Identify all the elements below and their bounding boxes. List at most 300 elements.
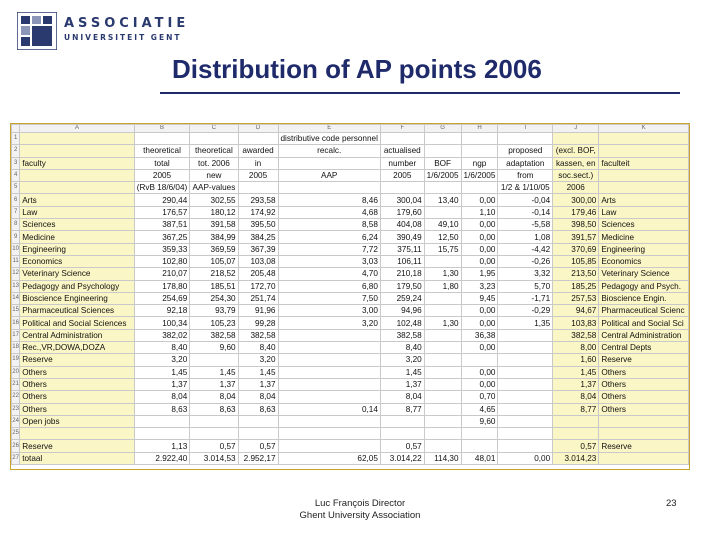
table-cell: 92,18 — [134, 305, 190, 317]
table-cell: -0,26 — [498, 255, 553, 267]
table-cell: Pharmaceutical Scienc — [599, 305, 689, 317]
column-letter: D — [238, 125, 278, 133]
table-cell — [498, 428, 553, 440]
table-cell — [278, 440, 380, 452]
header-cell: (RvB 18/6/04) — [134, 182, 190, 194]
table-cell: Reserve — [20, 354, 135, 366]
header-cell — [380, 133, 424, 145]
table-cell: 359,33 — [134, 243, 190, 255]
header-row — [12, 157, 689, 169]
table-cell: 106,11 — [380, 255, 424, 267]
table-row — [12, 391, 689, 403]
table-cell: 3.014,23 — [553, 452, 599, 464]
header-cell — [498, 133, 553, 145]
table-cell: Others — [20, 378, 135, 390]
row-number: 19 — [12, 354, 20, 366]
table-cell — [424, 354, 461, 366]
header-cell: 2005 — [134, 169, 190, 181]
table-cell — [278, 366, 380, 378]
table-cell: 387,51 — [134, 219, 190, 231]
column-letter: B — [134, 125, 190, 133]
header-cell: 2005 — [238, 169, 278, 181]
header-cell: number — [380, 157, 424, 169]
table-cell: 114,30 — [424, 452, 461, 464]
table-cell: 0,14 — [278, 403, 380, 415]
header-cell — [461, 182, 498, 194]
header-row — [12, 145, 689, 157]
table-cell — [278, 391, 380, 403]
table-cell: 384,99 — [190, 231, 238, 243]
row-number: 8 — [12, 219, 20, 231]
table-cell: 1,60 — [553, 354, 599, 366]
table-cell — [424, 206, 461, 218]
table-cell — [599, 428, 689, 440]
table-cell: 3,03 — [278, 255, 380, 267]
table-cell: 4,68 — [278, 206, 380, 218]
header-cell — [278, 182, 380, 194]
table-cell: 8,77 — [553, 403, 599, 415]
header-cell — [238, 182, 278, 194]
row-number: 1 — [12, 133, 20, 145]
table-cell: 1,30 — [424, 268, 461, 280]
table-cell: 370,69 — [553, 243, 599, 255]
table-cell: Reserve — [599, 440, 689, 452]
table-cell: 94,96 — [380, 305, 424, 317]
table-cell: 302,55 — [190, 194, 238, 206]
table-cell: Sciences — [599, 219, 689, 231]
table-cell — [498, 403, 553, 415]
table-cell: 0,00 — [461, 219, 498, 231]
table-cell: 0,00 — [461, 342, 498, 354]
header-cell — [20, 169, 135, 181]
table-cell: 1,37 — [134, 378, 190, 390]
table-row — [12, 378, 689, 390]
table-cell: 251,74 — [238, 292, 278, 304]
column-letter: H — [461, 125, 498, 133]
table-cell: 36,38 — [461, 329, 498, 341]
table-cell — [278, 329, 380, 341]
table-cell: 185,51 — [190, 280, 238, 292]
header-cell: faculty — [20, 157, 135, 169]
table-cell: 257,53 — [553, 292, 599, 304]
table-cell: 0,57 — [553, 440, 599, 452]
header-cell: soc.sect.) — [553, 169, 599, 181]
table-cell: 179,60 — [380, 206, 424, 218]
table-cell: 218,52 — [190, 268, 238, 280]
header-cell: theoretical — [134, 145, 190, 157]
corner-cell — [12, 125, 20, 133]
table-cell: 91,96 — [238, 305, 278, 317]
table-cell: Others — [599, 403, 689, 415]
table-cell: Pedagogy and Psych. — [599, 280, 689, 292]
header-cell: 1/6/2005 — [424, 169, 461, 181]
table-cell: 62,05 — [278, 452, 380, 464]
table-cell: Economics — [599, 255, 689, 267]
table-cell — [498, 366, 553, 378]
table-cell — [424, 329, 461, 341]
table-cell: 0,00 — [461, 194, 498, 206]
association-logo-icon — [17, 12, 57, 50]
table-cell: 1,37 — [553, 378, 599, 390]
table-cell: 49,10 — [424, 219, 461, 231]
table-cell — [278, 415, 380, 427]
table-cell: 213,50 — [553, 268, 599, 280]
table-cell: 3,32 — [498, 268, 553, 280]
table-cell — [424, 403, 461, 415]
table-cell — [498, 415, 553, 427]
table-cell: 367,25 — [134, 231, 190, 243]
table-cell: -1,71 — [498, 292, 553, 304]
row-number: 17 — [12, 329, 20, 341]
table-cell — [498, 329, 553, 341]
row-number: 22 — [12, 391, 20, 403]
column-letter: K — [599, 125, 689, 133]
table-cell: Central Administration — [599, 329, 689, 341]
table-cell: 254,69 — [134, 292, 190, 304]
footer-author: Luc François Director — [314, 498, 406, 509]
header-cell — [461, 133, 498, 145]
header-cell: BOF — [424, 157, 461, 169]
table-cell: 8,46 — [278, 194, 380, 206]
row-number: 4 — [12, 169, 20, 181]
table-cell: 8,63 — [134, 403, 190, 415]
table-cell: 0,57 — [190, 440, 238, 452]
header-cell — [424, 145, 461, 157]
table-cell — [424, 428, 461, 440]
header-cell — [599, 133, 689, 145]
table-cell: 180,12 — [190, 206, 238, 218]
table-cell — [278, 378, 380, 390]
header-cell — [20, 133, 135, 145]
table-cell: 8,04 — [553, 391, 599, 403]
table-row — [12, 403, 689, 415]
row-number: 16 — [12, 317, 20, 329]
table-cell: 8,04 — [134, 391, 190, 403]
table-cell: 300,04 — [380, 194, 424, 206]
table-cell: 254,30 — [190, 292, 238, 304]
table-cell: 1,35 — [498, 317, 553, 329]
row-number: 23 — [12, 403, 20, 415]
header-cell: 1/6/2005 — [461, 169, 498, 181]
table-cell: 172,70 — [238, 280, 278, 292]
table-cell: 259,24 — [380, 292, 424, 304]
table-cell: 375,11 — [380, 243, 424, 255]
table-cell: 205,48 — [238, 268, 278, 280]
table-cell: 3,00 — [278, 305, 380, 317]
table-cell: 3,20 — [134, 354, 190, 366]
table-cell: 9,60 — [190, 342, 238, 354]
table-cell: 100,34 — [134, 317, 190, 329]
table-cell — [599, 452, 689, 464]
column-letter: E — [278, 125, 380, 133]
table-cell: Engineering — [20, 243, 135, 255]
table-cell: 174,92 — [238, 206, 278, 218]
header-cell: AAP — [278, 169, 380, 181]
table-cell: 391,57 — [553, 231, 599, 243]
table-cell — [498, 391, 553, 403]
table-cell: 9,60 — [461, 415, 498, 427]
table-cell: 0,00 — [461, 305, 498, 317]
table-cell: 404,08 — [380, 219, 424, 231]
header-cell — [238, 133, 278, 145]
row-number: 7 — [12, 206, 20, 218]
header-cell — [20, 182, 135, 194]
header-cell: adaptation — [498, 157, 553, 169]
header-cell — [553, 133, 599, 145]
table-cell — [424, 255, 461, 267]
header-cell: recalc. — [278, 145, 380, 157]
column-letter: G — [424, 125, 461, 133]
table-cell — [190, 354, 238, 366]
header-cell: actualised — [380, 145, 424, 157]
table-cell: -4,42 — [498, 243, 553, 255]
table-cell — [424, 378, 461, 390]
table-cell: 99,28 — [238, 317, 278, 329]
header-cell: 2005 — [380, 169, 424, 181]
table-cell — [424, 366, 461, 378]
table-cell: 0,00 — [461, 243, 498, 255]
table-cell: 3.014,53 — [190, 452, 238, 464]
table-cell: 369,59 — [190, 243, 238, 255]
logo-subtitle: UNIVERSITEIT GENT — [64, 33, 182, 42]
table-row — [12, 280, 689, 292]
header-cell: total — [134, 157, 190, 169]
table-cell: 102,48 — [380, 317, 424, 329]
table-row — [12, 354, 689, 366]
table-cell — [553, 428, 599, 440]
table-cell: 8,63 — [238, 403, 278, 415]
table-row — [12, 329, 689, 341]
table-cell: 1,37 — [238, 378, 278, 390]
table-cell — [134, 428, 190, 440]
table-cell: Economics — [20, 255, 135, 267]
table-cell: Pharmaceutical Sciences — [20, 305, 135, 317]
column-letter: A — [20, 125, 135, 133]
row-number: 26 — [12, 440, 20, 452]
table-cell — [461, 440, 498, 452]
table-cell — [553, 415, 599, 427]
table-cell: Others — [20, 366, 135, 378]
row-number: 6 — [12, 194, 20, 206]
table-cell: Central Depts — [599, 342, 689, 354]
table-cell: Political and Social Sciences — [20, 317, 135, 329]
table-cell: Reserve — [599, 354, 689, 366]
table-cell — [498, 342, 553, 354]
table-cell: 5,70 — [498, 280, 553, 292]
table-cell: Arts — [20, 194, 135, 206]
ap-distribution-table — [11, 124, 689, 465]
table-cell: Political and Social Sci — [599, 317, 689, 329]
header-cell — [380, 182, 424, 194]
table-cell: Law — [20, 206, 135, 218]
row-number: 2 — [12, 145, 20, 157]
table-cell: 94,67 — [553, 305, 599, 317]
table-cell — [424, 292, 461, 304]
table-cell: 12,50 — [424, 231, 461, 243]
table-cell: -0,29 — [498, 305, 553, 317]
table-cell — [380, 428, 424, 440]
row-number: 15 — [12, 305, 20, 317]
table-cell: 6,24 — [278, 231, 380, 243]
table-row — [12, 342, 689, 354]
header-cell — [599, 145, 689, 157]
table-cell: Central Administration — [20, 329, 135, 341]
table-cell: 105,07 — [190, 255, 238, 267]
table-cell: 105,23 — [190, 317, 238, 329]
table-cell — [20, 428, 135, 440]
table-cell: 3,20 — [238, 354, 278, 366]
table-cell — [134, 415, 190, 427]
table-cell: 185,25 — [553, 280, 599, 292]
table-cell: 105,85 — [553, 255, 599, 267]
table-cell: 176,57 — [134, 206, 190, 218]
table-cell: 0,00 — [461, 317, 498, 329]
table-cell: Others — [599, 366, 689, 378]
table-cell — [498, 378, 553, 390]
table-cell — [424, 391, 461, 403]
table-cell: 1,45 — [190, 366, 238, 378]
table-cell: 1,37 — [380, 378, 424, 390]
table-cell: 0,00 — [461, 255, 498, 267]
header-cell — [190, 133, 238, 145]
table-cell: 93,79 — [190, 305, 238, 317]
table-cell: 15,75 — [424, 243, 461, 255]
table-cell: 8,63 — [190, 403, 238, 415]
title-underline — [160, 92, 680, 94]
table-row — [12, 415, 689, 427]
table-cell: 390,49 — [380, 231, 424, 243]
logo-title: ASSOCIATIE — [64, 16, 190, 31]
table-cell: Open jobs — [20, 415, 135, 427]
table-cell: 0,70 — [461, 391, 498, 403]
row-number: 3 — [12, 157, 20, 169]
table-row — [12, 268, 689, 280]
header-cell: awarded — [238, 145, 278, 157]
table-cell: 1,30 — [424, 317, 461, 329]
header-row — [12, 133, 689, 145]
table-cell — [424, 440, 461, 452]
table-cell — [424, 342, 461, 354]
header-row — [12, 169, 689, 181]
table-cell: 1,95 — [461, 268, 498, 280]
header-cell — [20, 145, 135, 157]
header-cell — [599, 169, 689, 181]
table-cell: 0,00 — [461, 366, 498, 378]
table-cell: 102,80 — [134, 255, 190, 267]
table-cell: 178,80 — [134, 280, 190, 292]
table-cell: Veterinary Science — [599, 268, 689, 280]
table-row — [12, 243, 689, 255]
table-row — [12, 440, 689, 452]
header-row — [12, 182, 689, 194]
table-cell: 382,58 — [238, 329, 278, 341]
table-cell: 1,45 — [553, 366, 599, 378]
table-row — [12, 366, 689, 378]
spreadsheet — [10, 123, 690, 470]
table-cell: Others — [20, 403, 135, 415]
table-cell: 395,50 — [238, 219, 278, 231]
header-cell — [278, 157, 380, 169]
table-cell: 1,10 — [461, 206, 498, 218]
table-cell: 179,46 — [553, 206, 599, 218]
header-cell: faculteit — [599, 157, 689, 169]
table-cell: Rec.,VR,DOWA,DOZA — [20, 342, 135, 354]
table-cell: 8,00 — [553, 342, 599, 354]
header-cell: new — [190, 169, 238, 181]
table-cell: 210,07 — [134, 268, 190, 280]
table-cell: 3.014,22 — [380, 452, 424, 464]
row-number: 18 — [12, 342, 20, 354]
table-cell: 3,20 — [278, 317, 380, 329]
table-row — [12, 194, 689, 206]
column-letter: F — [380, 125, 424, 133]
table-cell: 6,80 — [278, 280, 380, 292]
table-cell: 2.922,40 — [134, 452, 190, 464]
table-cell: 0,00 — [498, 452, 553, 464]
column-letters-row — [12, 125, 689, 133]
table-cell: 384,25 — [238, 231, 278, 243]
table-cell: -5,58 — [498, 219, 553, 231]
table-cell: 1,13 — [134, 440, 190, 452]
table-cell: 300,00 — [553, 194, 599, 206]
row-number: 13 — [12, 280, 20, 292]
table-cell: 8,04 — [190, 391, 238, 403]
slide-title: Distribution of AP points 2006 — [172, 54, 542, 84]
table-cell — [461, 354, 498, 366]
table-cell — [190, 415, 238, 427]
table-cell: 8,40 — [134, 342, 190, 354]
header-cell — [134, 133, 190, 145]
table-cell: Bioscience Engineering — [20, 292, 135, 304]
row-number: 14 — [12, 292, 20, 304]
header-cell: distributive code personnel — [278, 133, 380, 145]
table-cell: 398,50 — [553, 219, 599, 231]
table-cell: 0,57 — [380, 440, 424, 452]
row-number: 12 — [12, 268, 20, 280]
header-cell: in — [238, 157, 278, 169]
table-cell — [278, 354, 380, 366]
header-cell: ngp — [461, 157, 498, 169]
table-cell: Bioscience Engin. — [599, 292, 689, 304]
table-cell: 9,45 — [461, 292, 498, 304]
table-cell: 48,01 — [461, 452, 498, 464]
table-cell: 382,58 — [553, 329, 599, 341]
column-letter: I — [498, 125, 553, 133]
table-cell: Veterinary Science — [20, 268, 135, 280]
row-number: 21 — [12, 378, 20, 390]
table-cell — [380, 415, 424, 427]
header-cell: (excl. BOF, — [553, 145, 599, 157]
table-cell: 290,44 — [134, 194, 190, 206]
table-cell: Arts — [599, 194, 689, 206]
table-cell: 179,50 — [380, 280, 424, 292]
header-cell: 1/2 & 1/10/05 — [498, 182, 553, 194]
table-cell: 8,58 — [278, 219, 380, 231]
table-row — [12, 219, 689, 231]
page-number: 23 — [666, 498, 677, 509]
table-cell: Law — [599, 206, 689, 218]
row-number: 20 — [12, 366, 20, 378]
table-cell — [238, 415, 278, 427]
table-cell: 382,58 — [380, 329, 424, 341]
table-row — [12, 206, 689, 218]
table-cell: Others — [599, 391, 689, 403]
table-cell: Medicine — [599, 231, 689, 243]
table-cell: 7,50 — [278, 292, 380, 304]
table-cell — [238, 428, 278, 440]
table-cell — [278, 342, 380, 354]
table-cell: 1,08 — [498, 231, 553, 243]
